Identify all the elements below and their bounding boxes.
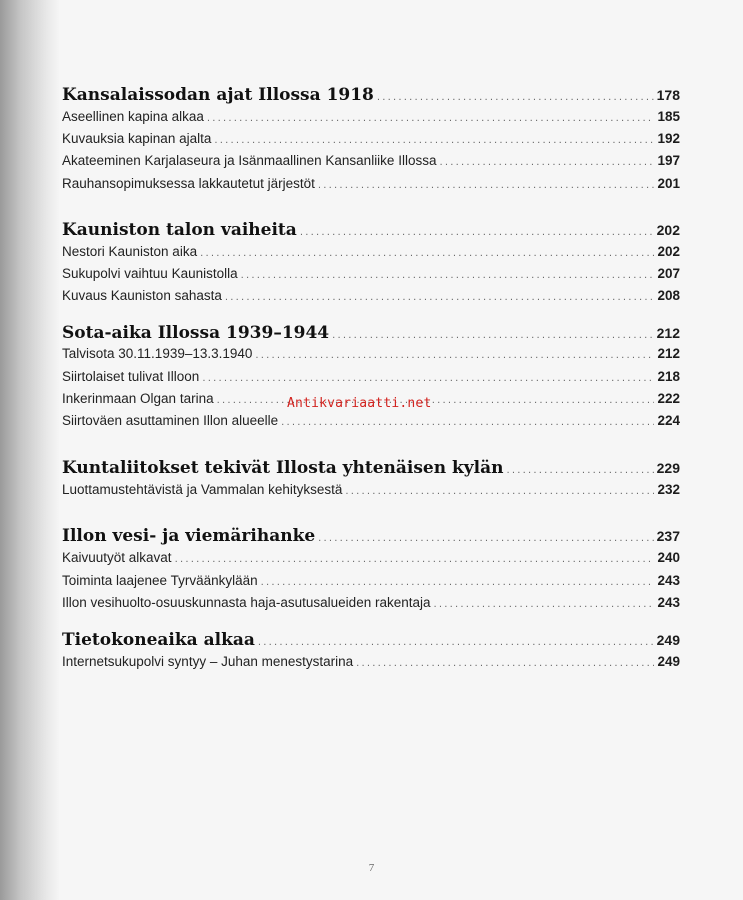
toc-entry-title: Nestori Kauniston aika: [62, 244, 198, 259]
dot-leader: [175, 554, 655, 565]
toc-entry-page: 249: [656, 632, 680, 648]
toc-entry-page: 202: [657, 244, 680, 259]
dot-leader: [356, 658, 654, 669]
toc-entry-title: Kuntaliitokset tekivät Illosta yhtenäisen kylän: [62, 458, 504, 478]
toc-entry-title: Aseellinen kapina alkaa: [62, 109, 204, 124]
toc-entry-title: Tietokoneaika alkaa: [62, 630, 255, 650]
toc-section-entry: [62, 654, 680, 669]
toc-entry-page: 201: [657, 176, 680, 191]
dot-leader: [377, 92, 654, 103]
dot-leader: [258, 637, 654, 648]
toc-entry-title: Sukupolvi vaihtuu Kaunistolla: [62, 266, 238, 281]
toc-entry-title: Kuvaus Kauniston sahasta: [62, 288, 222, 303]
toc-chapter-entry: [62, 220, 680, 240]
toc-entry-page: 224: [657, 413, 680, 428]
dot-leader: [300, 227, 654, 238]
toc-entry-title: Akateeminen Karjalaseura ja Isänmaallinen Kansanliike Illossa: [62, 153, 437, 168]
toc-entry-title: Talvisota 30.11.1939–13.3.1940: [62, 346, 253, 361]
toc-entry-page: 207: [657, 266, 680, 281]
toc-section-entry: [62, 482, 680, 497]
dot-leader: [318, 180, 655, 191]
toc-entry-page: 178: [656, 87, 680, 103]
toc-section-entry: [62, 288, 680, 303]
dot-leader: [507, 465, 654, 476]
toc-entry-page: 192: [657, 131, 680, 146]
dot-leader: [225, 292, 655, 303]
dot-leader: [439, 157, 654, 168]
toc-chapter-entry: [62, 323, 680, 343]
toc-entry-page: 243: [657, 595, 680, 610]
toc-entry-page: 212: [656, 325, 680, 341]
toc-entry-title: Illon vesihuolto-osuuskunnasta haja-asutusalueiden rakentaja: [62, 595, 431, 610]
dot-leader: [207, 113, 655, 124]
toc-entry-title: Toiminta laajenee Tyrväänkylään: [62, 573, 258, 588]
toc-entry-page: 208: [657, 288, 680, 303]
toc-entry-page: 185: [657, 109, 680, 124]
toc-entry-page: 202: [656, 222, 680, 238]
dot-leader: [318, 533, 653, 544]
toc-entry-page: 232: [657, 482, 680, 497]
toc-chapter-entry: [62, 526, 680, 546]
toc-entry-page: 237: [656, 528, 680, 544]
toc-entry-title: Luottamustehtävistä ja Vammalan kehityksestä: [62, 482, 343, 497]
toc-chapter-entry: [62, 630, 680, 650]
dot-leader: [261, 577, 655, 588]
toc-entry-title: Kauniston talon vaiheita: [62, 220, 297, 240]
toc-section-entry: [62, 595, 680, 610]
toc-section-entry: [62, 413, 680, 428]
page-number: 7: [368, 862, 375, 874]
toc-entry-page: 249: [657, 654, 680, 669]
toc-section-entry: [62, 266, 680, 281]
toc-chapter-entry: [62, 458, 680, 478]
dot-leader: [255, 350, 654, 361]
toc-entry-title: Siirtoväen asuttaminen Illon alueelle: [62, 413, 279, 428]
dot-leader: [332, 330, 654, 341]
toc-section-entry: [62, 346, 680, 361]
toc-entry-page: 243: [657, 573, 680, 588]
watermark: Antikvariaatti.net: [287, 396, 432, 411]
toc-section-entry: [62, 131, 680, 146]
toc-entry-page: 212: [657, 346, 680, 361]
toc-entry-title: Sota-aika Illossa 1939–1944: [62, 323, 330, 343]
toc-entry-title: Illon vesi- ja viemärihanke: [62, 526, 316, 546]
toc-entry-title: Rauhansopimuksessa lakkautetut järjestöt: [62, 176, 315, 191]
dot-leader: [345, 486, 654, 497]
dot-leader: [202, 373, 654, 384]
toc-chapter-entry: [62, 85, 680, 105]
toc-section-entry: [62, 550, 680, 565]
toc-entry-page: 229: [656, 460, 680, 476]
toc-section-entry: [62, 176, 680, 191]
toc-section-entry: [62, 244, 680, 259]
dot-leader: [214, 135, 654, 146]
toc-entry-page: 240: [657, 550, 680, 565]
toc-entry-title: Kaivuutyöt alkavat: [62, 550, 172, 565]
dot-leader: [217, 395, 655, 406]
toc-entry-title: Inkerinmaan Olgan tarina: [62, 391, 214, 406]
dot-leader: [200, 248, 654, 259]
toc-entry-page: 222: [657, 391, 680, 406]
toc-entry-title: Kuvauksia kapinan ajalta: [62, 131, 212, 146]
toc-entry-page: 197: [657, 153, 680, 168]
dot-leader: [241, 270, 655, 281]
dot-leader: [434, 599, 655, 610]
toc-entry-title: Siirtolaiset tulivat Illoon: [62, 369, 200, 384]
dot-leader: [281, 417, 654, 428]
toc-entry-title: Internetsukupolvi syntyy – Juhan menestystarina: [62, 654, 354, 669]
toc-section-entry: [62, 573, 680, 588]
toc-entry-page: 218: [657, 369, 680, 384]
toc-section-entry: [62, 109, 680, 124]
toc-section-entry: [62, 369, 680, 384]
toc-section-entry: [62, 153, 680, 168]
toc-entry-title: Kansalaissodan ajat Illossa 1918: [62, 85, 374, 105]
